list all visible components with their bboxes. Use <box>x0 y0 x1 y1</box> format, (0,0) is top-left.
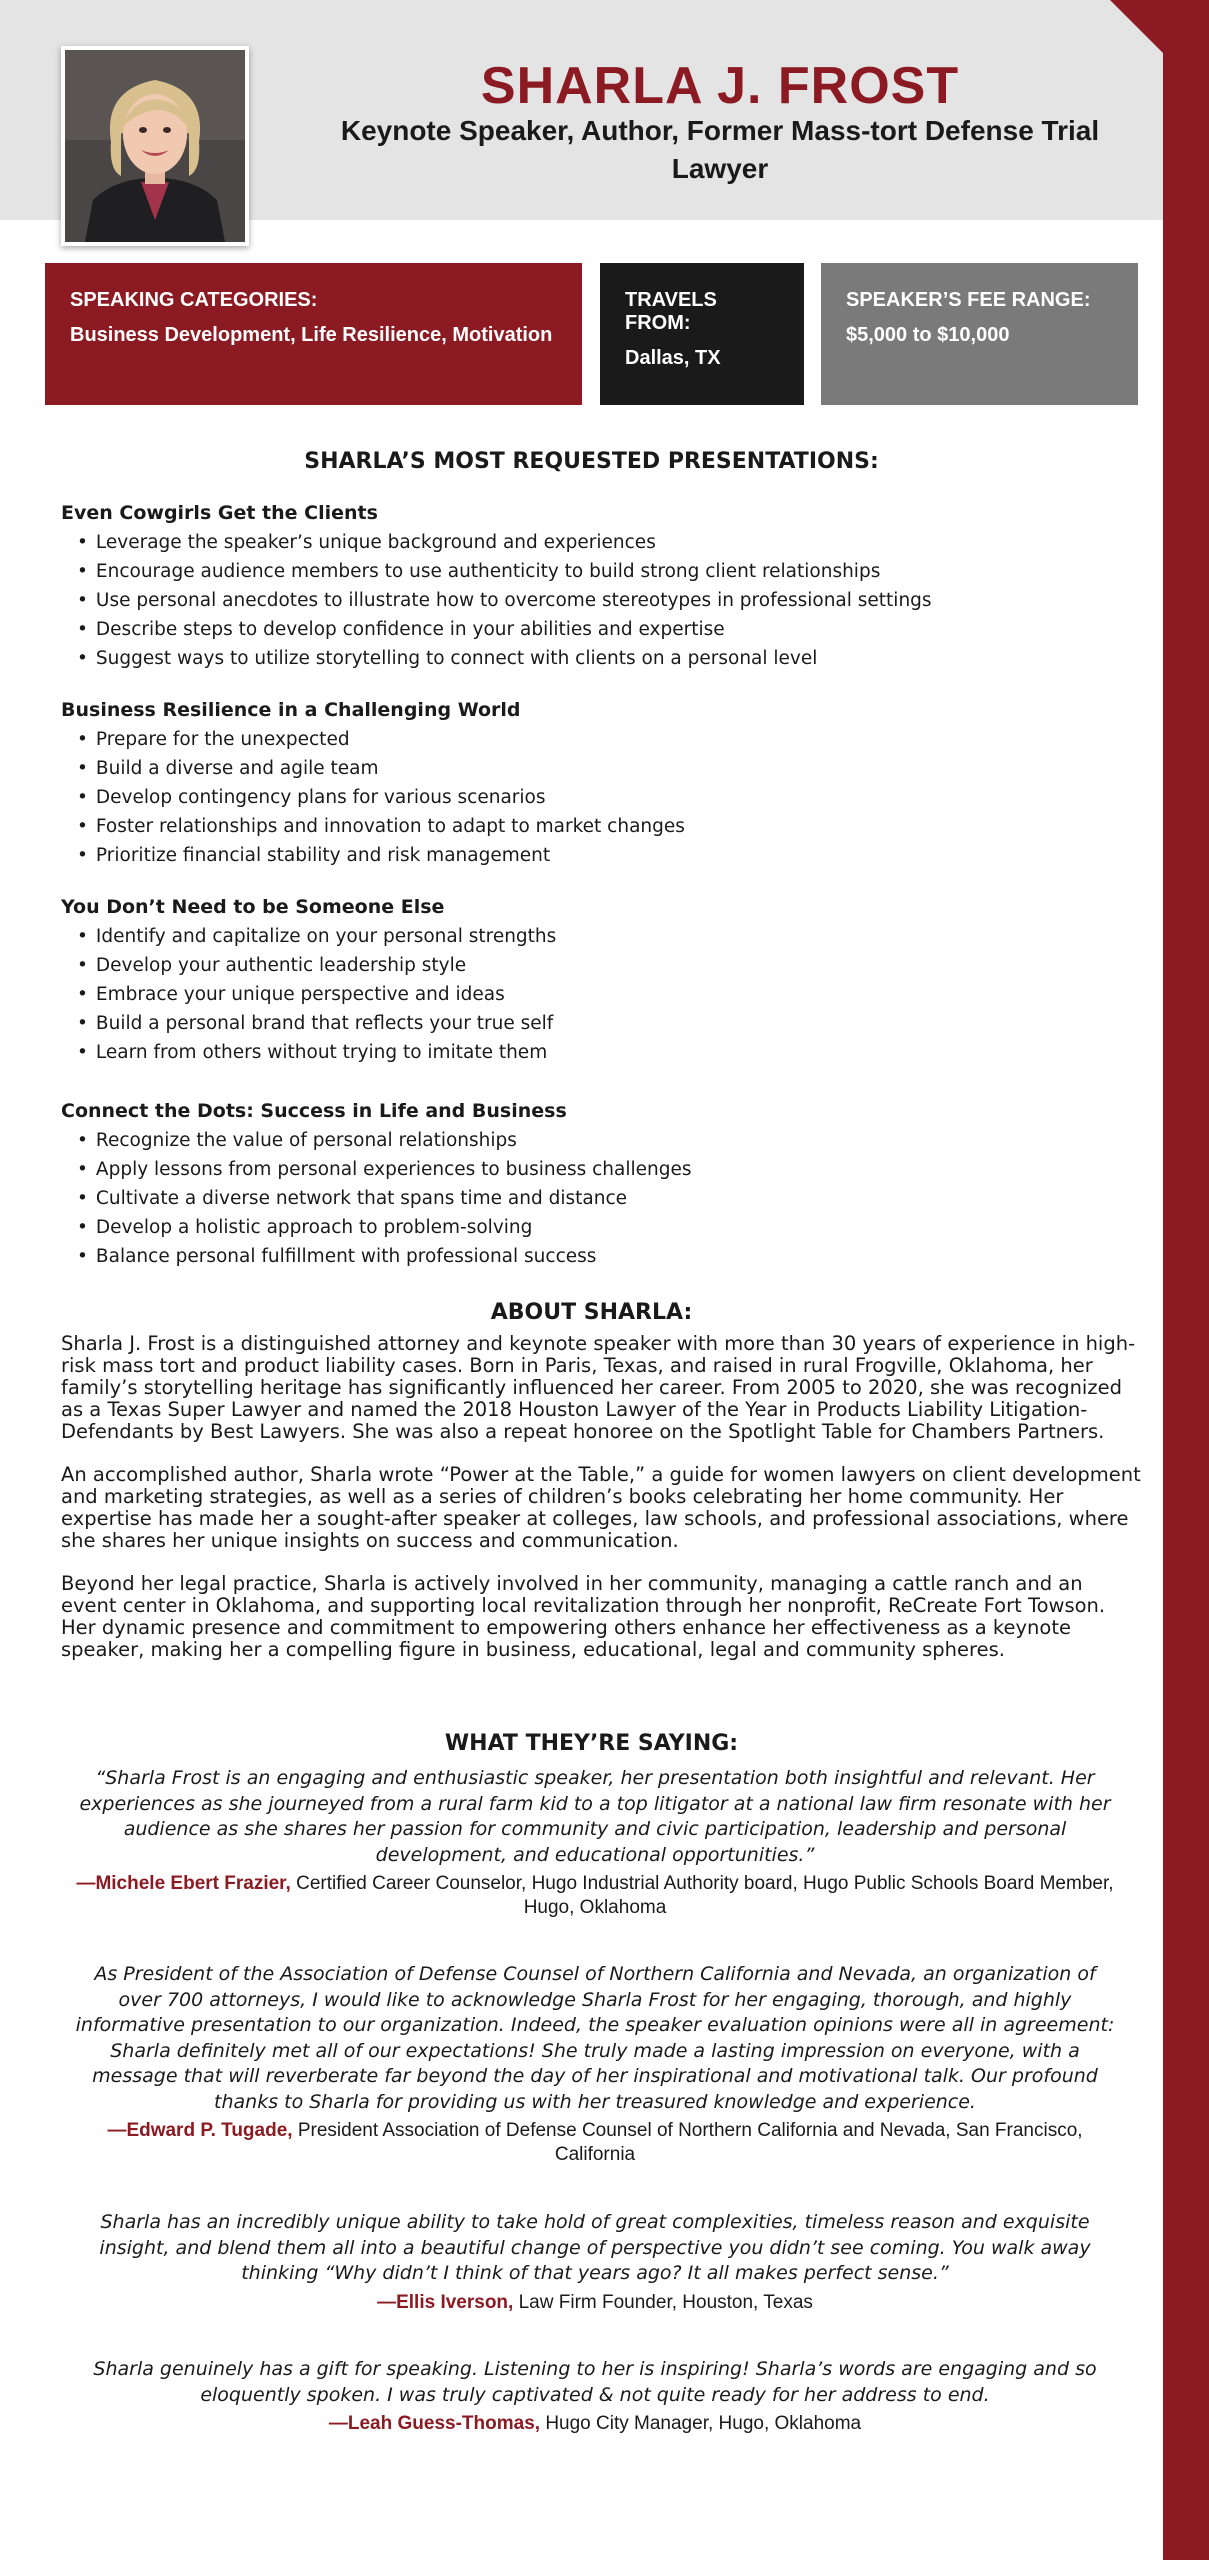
list-item: • Develop your authentic leadership style <box>77 951 1131 980</box>
presentation-block <box>61 498 1131 673</box>
list-item: • Learn from others without trying to imitate them <box>77 1038 1131 1067</box>
speaking-categories-box <box>45 263 582 405</box>
travels-from-box <box>600 263 804 405</box>
testimonial-role: President Association of Defense Counsel of Northern California and Nevada, San Francisco, California <box>297 2120 1083 2165</box>
speaker-subtitle: Keynote Speaker, Author, Former Mass-tort Defense Trial Lawyer <box>340 115 1100 184</box>
speaker-photo <box>61 46 249 246</box>
list-item: • Identify and capitalize on your personal strengths <box>77 922 1131 951</box>
testimonial-attribution <box>75 2291 1115 2315</box>
speaker-name: SHARLA J. FROST <box>480 57 960 115</box>
testimonial-role: Certified Career Counselor, Hugo Industrial Authority board, Hugo Public Schools Board Member, Hugo, Oklahoma <box>296 1873 1114 1918</box>
testimonial-role: Law Firm Founder, Houston, Texas <box>518 2291 813 2313</box>
testimonial <box>75 1766 1115 1920</box>
list-item: • Leverage the speaker’s unique background and experiences <box>77 528 1131 557</box>
testimonial <box>75 1962 1115 2167</box>
presentation-list <box>77 528 1131 673</box>
testimonial-author: —Edward P. Tugade, <box>107 2120 293 2141</box>
about-heading: ABOUT SHARLA: <box>490 1300 693 1325</box>
travels-from-label: TRAVELS FROM: <box>625 289 717 334</box>
corner-accent <box>1110 0 1163 53</box>
list-item: • Build a personal brand that reflects your true self <box>77 1009 1131 1038</box>
list-item: • Build a diverse and agile team <box>77 754 1131 783</box>
testimonial-quote: “Sharla Frost is an engaging and enthusiastic speaker, her presentation both insightful and relevant. Her experiences as she journeyed from a rural farm kid to a top litigator at a national law firm resonate with her audience as she shares her passion for community and civic participation, leadership and personal development, and educational opportunities.” <box>79 1767 1111 1866</box>
fee-range-box <box>821 263 1138 405</box>
testimonial <box>75 2210 1115 2315</box>
list-item: • Develop contingency plans for various scenarios <box>77 783 1131 812</box>
presentation-title: You Don’t Need to be Someone Else <box>61 896 445 918</box>
right-accent-bar <box>1163 0 1209 2560</box>
about-paragraph: An accomplished author, Sharla wrote “Power at the Table,” a guide for women lawyers on client development and marketing strategies, as well as a series of children’s books celebrating her home community. Her expertise has made her a sought-after speaker at colleges, law schools, and professional associations, where she shares her unique insights on success and communication. <box>61 1463 1141 1552</box>
testimonial-quote: Sharla genuinely has a gift for speaking. Listening to her is inspiring! Sharla’s words are engaging and so eloquently spoken. I was truly captivated & not quite ready for her address to end. <box>93 2358 1097 2406</box>
list-item: • Balance personal fulfillment with professional success <box>77 1242 1131 1271</box>
presentation-list <box>77 922 1131 1067</box>
testimonial-author: —Michele Ebert Frazier, <box>76 1873 291 1894</box>
presentation-title: Business Resilience in a Challenging World <box>61 699 521 721</box>
speaking-categories-value: Business Development, Life Resilience, Motivation <box>70 324 553 346</box>
about-paragraph: Sharla J. Frost is a distinguished attorney and keynote speaker with more than 30 years of experience in high-risk mass tort and product liability cases. Born in Paris, Texas, and raised in rural Frogville, Oklahoma, her family’s storytelling heritage has significantly influenced her career. From 2005 to 2020, she was recognized as a Texas Super Lawyer and named the 2018 Houston Lawyer of the Year in Products Liability Litigation-Defendants by Best Lawyers. She was also a repeat honoree on the Spotlight Table for Chambers Partners. <box>61 1332 1136 1443</box>
testimonial-quote: As President of the Association of Defense Counsel of Northern California and Nevada, an organization of over 700 attorneys, I would like to acknowledge Sharla Frost for her engaging, thorough, and highly informative presentation to our organization. Indeed, the speaker evaluation opinions were all in agreement: Sharla definitely met all of our expectations! She truly made a lasting impression on everyone, with a message that will reverberate far beyond the day of her inspirational and motivational talk. Our profound thanks to Sharla for providing us with her treasured knowledge and experience. <box>75 1963 1115 2113</box>
presentation-block <box>61 892 1131 1067</box>
testimonial-quote: Sharla has an incredibly unique ability to take hold of great complexities, timeless reason and exquisite insight, and blend them all into a beautiful change of perspective you didn’t see coming. You walk away thinking “Why didn’t I think of that years ago? It all makes perfect sense.” <box>99 2211 1091 2284</box>
list-item: • Suggest ways to utilize storytelling to connect with clients on a personal level <box>77 644 1131 673</box>
presentations-heading: SHARLA’S MOST REQUESTED PRESENTATIONS: <box>304 449 879 474</box>
testimonials-heading: WHAT THEY’RE SAYING: <box>444 1731 739 1756</box>
testimonial-author: —Leah Guess-Thomas, <box>328 2413 541 2434</box>
about-text <box>61 1333 1141 1682</box>
presentation-block <box>61 695 1131 870</box>
travels-from-value: Dallas, TX <box>625 347 721 369</box>
fee-range-value: $5,000 to $10,000 <box>846 324 1010 346</box>
list-item: • Develop a holistic approach to problem-solving <box>77 1213 1131 1242</box>
presentation-block <box>61 1096 1131 1271</box>
presentation-title: Connect the Dots: Success in Life and Business <box>61 1100 567 1122</box>
testimonial-author: —Ellis Iverson, <box>377 2291 514 2313</box>
list-item: • Use personal anecdotes to illustrate how to overcome stereotypes in professional settings <box>77 586 1131 615</box>
presentation-list <box>77 1126 1131 1271</box>
presentation-title: Even Cowgirls Get the Clients <box>61 502 378 524</box>
list-item: • Prioritize financial stability and risk management <box>77 841 1131 870</box>
speaking-categories-label: SPEAKING CATEGORIES: <box>70 289 318 311</box>
list-item: • Encourage audience members to use authenticity to build strong client relationships <box>77 557 1131 586</box>
list-item: • Describe steps to develop confidence in your abilities and expertise <box>77 615 1131 644</box>
list-item: • Cultivate a diverse network that spans time and distance <box>77 1184 1131 1213</box>
list-item: • Recognize the value of personal relationships <box>77 1126 1131 1155</box>
testimonial-attribution <box>75 2119 1115 2167</box>
about-paragraph: Beyond her legal practice, Sharla is actively involved in her community, managing a cattle ranch and an event center in Oklahoma, and supporting local revitalization through her nonprofit, ReCreate Fort Towson. Her dynamic presence and commitment to empowering others enhance her effectiveness as a keynote speaker, making her a compelling figure in business, educational, legal and community spheres. <box>61 1572 1106 1661</box>
list-item: • Apply lessons from personal experiences to business challenges <box>77 1155 1131 1184</box>
list-item: • Prepare for the unexpected <box>77 725 1131 754</box>
list-item: • Foster relationships and innovation to adapt to market changes <box>77 812 1131 841</box>
testimonial-attribution <box>75 2412 1115 2436</box>
list-item: • Embrace your unique perspective and ideas <box>77 980 1131 1009</box>
testimonial-attribution <box>75 1872 1115 1920</box>
fee-range-label: SPEAKER’S FEE RANGE: <box>846 289 1091 311</box>
testimonial-role: Hugo City Manager, Hugo, Oklahoma <box>545 2413 862 2434</box>
testimonial <box>75 2357 1115 2436</box>
presentation-list <box>77 725 1131 870</box>
